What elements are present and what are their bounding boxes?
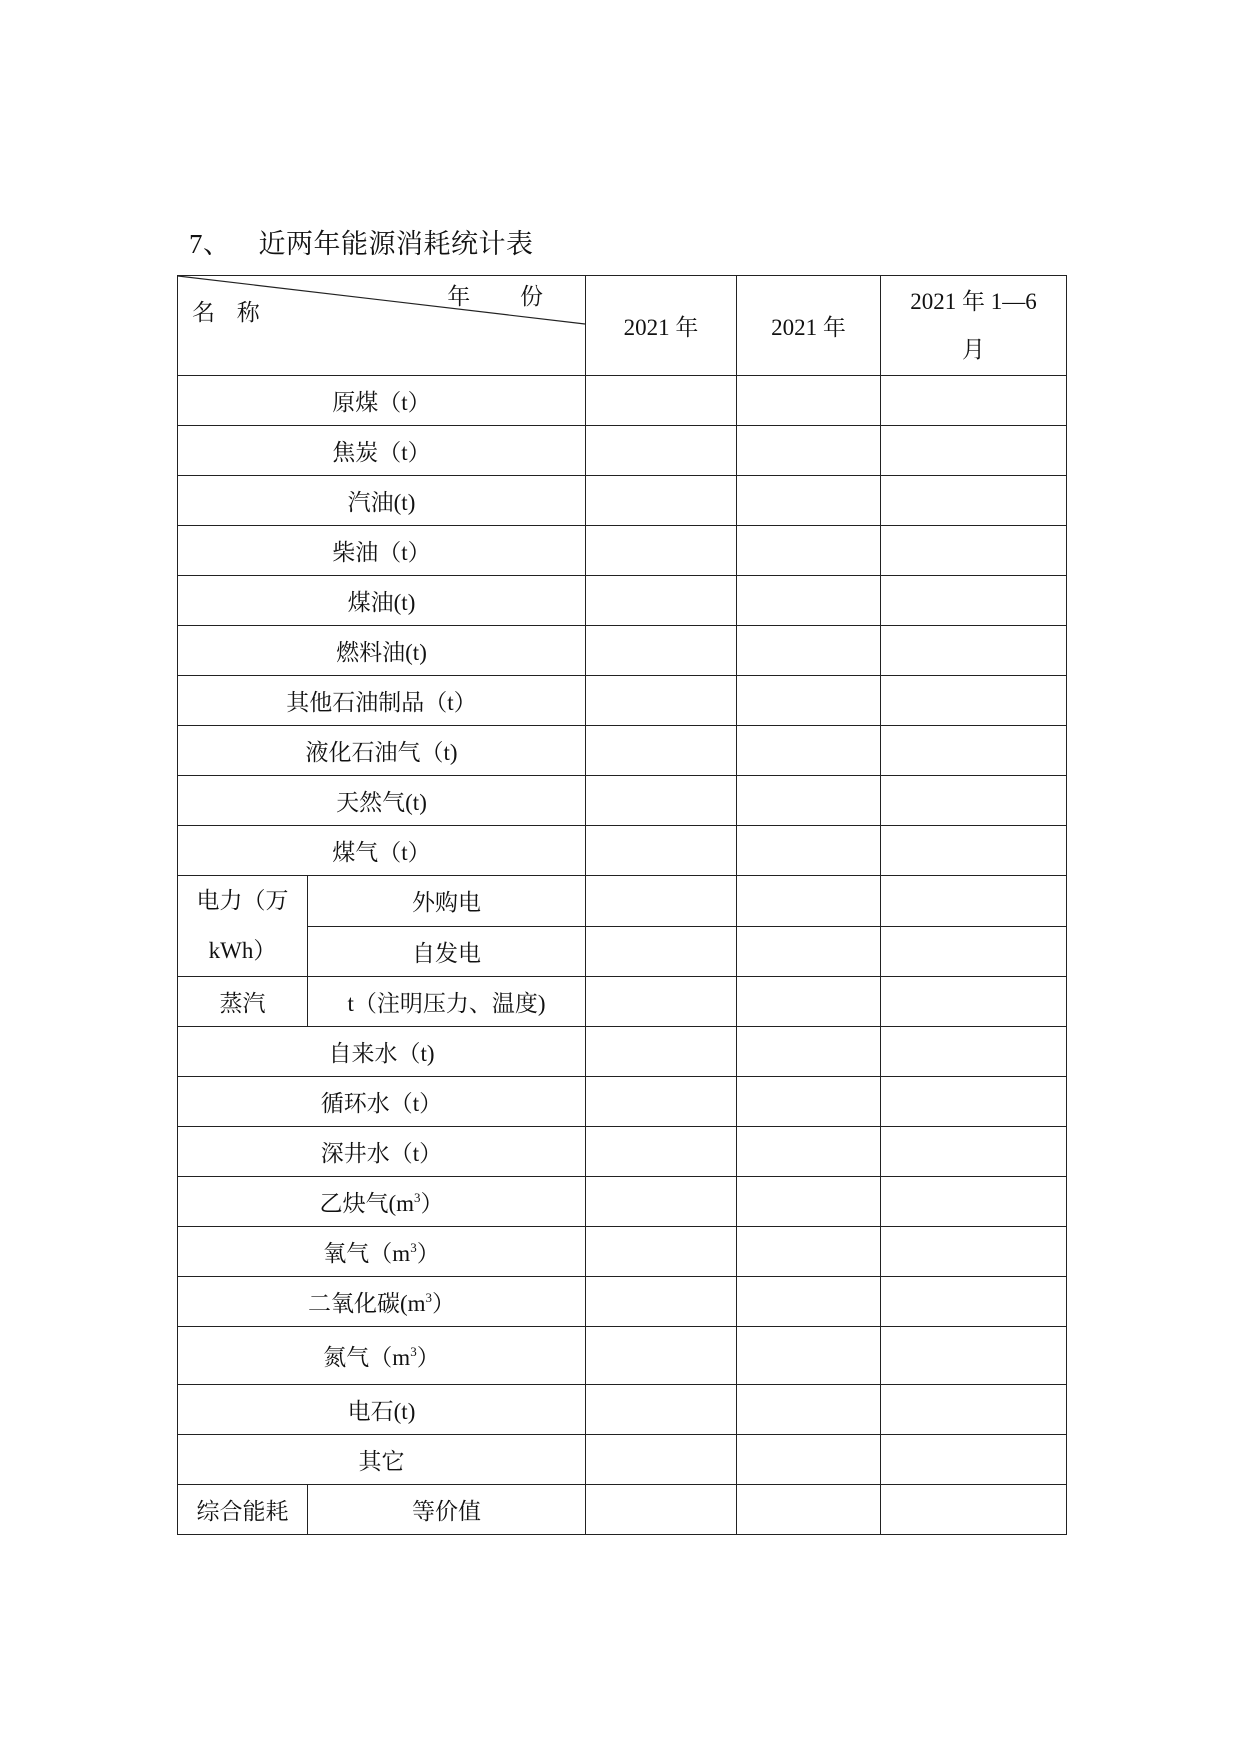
- value-cell: [586, 526, 737, 576]
- value-cell: [586, 1435, 737, 1485]
- value-cell: [737, 576, 881, 626]
- value-cell: [737, 826, 881, 876]
- value-cell: [586, 726, 737, 776]
- value-cell: [737, 1177, 881, 1227]
- table-row: [178, 926, 1067, 977]
- row-label: [178, 1277, 586, 1327]
- table-row: [178, 1435, 1067, 1485]
- value-cell: [881, 376, 1067, 426]
- table-row: [178, 426, 1067, 476]
- value-cell: [881, 1127, 1067, 1177]
- row-label: 液化石油气（t): [178, 726, 586, 776]
- value-cell: [881, 776, 1067, 826]
- table-row: [178, 676, 1067, 726]
- table-row: [178, 1077, 1067, 1127]
- value-cell: [737, 1227, 881, 1277]
- value-cell: [881, 676, 1067, 726]
- row-sublabel: 等价值: [308, 1485, 586, 1535]
- header-col-2: 2021 年: [737, 276, 881, 376]
- value-cell: [586, 876, 737, 927]
- electricity-group-label: [178, 876, 308, 977]
- value-cell: [737, 626, 881, 676]
- value-cell: [586, 476, 737, 526]
- gas-label-prefix: 氧气（m: [323, 1241, 411, 1266]
- table-row: [178, 1327, 1067, 1385]
- value-cell: [881, 1485, 1067, 1535]
- row-label: [178, 1177, 586, 1227]
- row-label: 原煤（t）: [178, 376, 586, 426]
- table-row: [178, 726, 1067, 776]
- gas-label-sup: 3: [410, 1344, 417, 1359]
- value-cell: [586, 1327, 737, 1385]
- row-label: 电石(t): [178, 1385, 586, 1435]
- gas-label-suffix: ）: [416, 1241, 440, 1266]
- gas-label-sup: 3: [410, 1240, 417, 1255]
- row-label: 其它: [178, 1435, 586, 1485]
- gas-label-prefix: 二氧化碳(m: [307, 1291, 426, 1316]
- header-col-1: 2021 年: [586, 276, 737, 376]
- value-cell: [586, 1177, 737, 1227]
- value-cell: [586, 1385, 737, 1435]
- table-row: [178, 526, 1067, 576]
- value-cell: [881, 476, 1067, 526]
- value-cell: [737, 926, 881, 977]
- value-cell: [737, 476, 881, 526]
- section-title: 近两年能源消耗统计表: [258, 229, 534, 259]
- value-cell: [881, 1277, 1067, 1327]
- gas-label-suffix: ）: [432, 1291, 456, 1316]
- diagonal-header-cell: [178, 276, 586, 376]
- row-label: 其他石油制品（t）: [178, 676, 586, 726]
- value-cell: [586, 426, 737, 476]
- row-label: [178, 1327, 586, 1385]
- row-label: 汽油(t): [178, 476, 586, 526]
- value-cell: [586, 1027, 737, 1077]
- gas-label-sup: 3: [425, 1290, 433, 1305]
- value-cell: [881, 576, 1067, 626]
- value-cell: [737, 1327, 881, 1385]
- value-cell: [586, 1077, 737, 1127]
- value-cell: [881, 726, 1067, 776]
- value-cell: [737, 1485, 881, 1535]
- table-row: [178, 576, 1067, 626]
- value-cell: [737, 776, 881, 826]
- table-row: [178, 626, 1067, 676]
- value-cell: [881, 876, 1067, 927]
- table-row: [178, 1385, 1067, 1435]
- value-cell: [881, 1177, 1067, 1227]
- row-label: 煤油(t): [178, 576, 586, 626]
- electricity-label-line1: 电力（万: [196, 888, 289, 913]
- header-col-3: [881, 276, 1067, 376]
- section-number: 7、: [189, 229, 231, 259]
- header-name-label: 名 称: [192, 300, 268, 325]
- value-cell: [881, 1385, 1067, 1435]
- value-cell: [881, 826, 1067, 876]
- value-cell: [737, 426, 881, 476]
- value-cell: [881, 926, 1067, 977]
- table-row: [178, 1127, 1067, 1177]
- row-label: [178, 1227, 586, 1277]
- section-heading: [189, 222, 534, 261]
- header-year-label: 年 份: [447, 284, 565, 309]
- value-cell: [881, 526, 1067, 576]
- value-cell: [586, 1485, 737, 1535]
- table-row: [178, 776, 1067, 826]
- value-cell: [881, 977, 1067, 1027]
- gas-label-prefix: 氮气（m: [323, 1345, 411, 1370]
- value-cell: [737, 1027, 881, 1077]
- row-label: 深井水（t）: [178, 1127, 586, 1177]
- value-cell: [881, 1077, 1067, 1127]
- table-row: [178, 876, 1067, 927]
- value-cell: [881, 1435, 1067, 1485]
- table-row: [178, 376, 1067, 426]
- value-cell: [737, 526, 881, 576]
- table-row: [178, 1485, 1067, 1535]
- value-cell: [586, 676, 737, 726]
- row-label: 煤气（t）: [178, 826, 586, 876]
- gas-label-sup: 3: [414, 1190, 421, 1205]
- table-row: [178, 977, 1067, 1027]
- electricity-label-line2: kWh）: [208, 938, 277, 963]
- value-cell: [586, 926, 737, 977]
- value-cell: [881, 1227, 1067, 1277]
- value-cell: [737, 376, 881, 426]
- table-row: [178, 1227, 1067, 1277]
- gas-label-suffix: ）: [420, 1191, 444, 1216]
- header-row: [178, 276, 1067, 376]
- table-row: [178, 826, 1067, 876]
- row-label: 焦炭（t）: [178, 426, 586, 476]
- value-cell: [586, 1227, 737, 1277]
- value-cell: [881, 626, 1067, 676]
- value-cell: [737, 1127, 881, 1177]
- value-cell: [881, 426, 1067, 476]
- row-label: 自来水（t): [178, 1027, 586, 1077]
- value-cell: [586, 376, 737, 426]
- row-label: 柴油（t）: [178, 526, 586, 576]
- table-row: [178, 1027, 1067, 1077]
- value-cell: [586, 776, 737, 826]
- value-cell: [586, 826, 737, 876]
- value-cell: [586, 576, 737, 626]
- row-label: 循环水（t）: [178, 1077, 586, 1127]
- total-group-label: 综合能耗: [178, 1485, 308, 1535]
- row-sublabel: t（注明压力、温度): [308, 977, 586, 1027]
- table-row: [178, 1177, 1067, 1227]
- value-cell: [737, 977, 881, 1027]
- header-col-3-line1: 2021 年 1—6: [910, 288, 1037, 314]
- value-cell: [737, 676, 881, 726]
- table-row: [178, 1277, 1067, 1327]
- value-cell: [737, 1277, 881, 1327]
- value-cell: [737, 1077, 881, 1127]
- value-cell: [737, 726, 881, 776]
- row-label: 燃料油(t): [178, 626, 586, 676]
- value-cell: [737, 1385, 881, 1435]
- table-row: [178, 476, 1067, 526]
- row-label: 天然气(t): [178, 776, 586, 826]
- row-sublabel: 外购电: [308, 876, 586, 927]
- gas-label-prefix: 乙炔气(m: [319, 1191, 415, 1216]
- value-cell: [737, 876, 881, 927]
- row-sublabel: 自发电: [308, 926, 586, 977]
- value-cell: [881, 1027, 1067, 1077]
- value-cell: [586, 1127, 737, 1177]
- steam-group-label: 蒸汽: [178, 977, 308, 1027]
- value-cell: [586, 977, 737, 1027]
- value-cell: [737, 1435, 881, 1485]
- value-cell: [586, 1277, 737, 1327]
- energy-consumption-table: [177, 275, 1067, 1535]
- header-col-3-line2: 月: [962, 336, 985, 362]
- value-cell: [881, 1327, 1067, 1385]
- gas-label-suffix: ）: [416, 1345, 440, 1370]
- value-cell: [586, 626, 737, 676]
